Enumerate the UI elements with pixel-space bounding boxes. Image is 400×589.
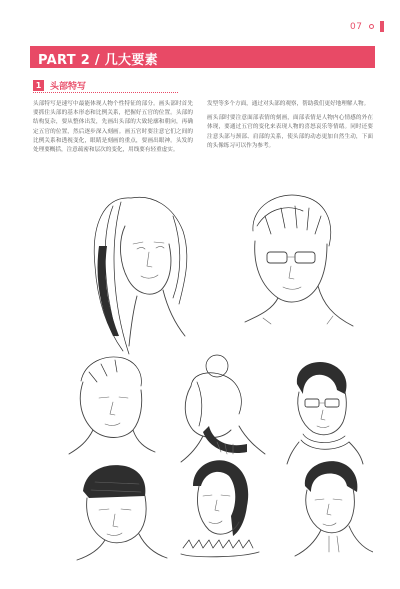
page-number: 07	[350, 22, 363, 32]
portrait-sketch	[94, 197, 187, 354]
section-number-badge: 1	[33, 80, 44, 91]
portrait-sketch	[295, 461, 373, 556]
body-paragraph: 画头部时要注意面部表情的刻画，面部表情是人物内心情感的外在体现，要通过五官的变化来表现人物的喜怒哀乐等情绪。同时还要注意头部与颈部、肩部的关系，使头部的动态更加自然生动，下面的头像练习可以作为参考。	[207, 115, 373, 149]
chapter-title: PART 2 / 几大要素	[38, 53, 158, 68]
chapter-title-bar	[30, 46, 375, 68]
page-edge-tab	[380, 21, 384, 32]
portrait-sketch	[181, 355, 265, 462]
portrait-sketch	[287, 362, 363, 464]
portrait-sketch	[181, 460, 259, 557]
body-text-left: 头部特写是速写中最能体现人物个性特征的部分。画头部时首先要抓住头部的基本形态和比例关系，把握好五官的位置。头部的结构复杂，要从整体出发，先画出头部的大致轮廓和朝向，再确定五官的位置，然后逐步深入刻画。画五官时要注意它们之间的比例关系和透视变化，眼睛是刻画的重点，要画出眼神。头发的处理要概括，注意疏密和层次的变化，用线要有轻重虚实。	[33, 101, 193, 154]
body-text-right	[207, 100, 373, 151]
body-paragraph: 发型等多个方面，通过对头部的观察，帮助我们更好地理解人物。	[207, 101, 370, 107]
portrait-sketch	[77, 465, 167, 560]
section-divider	[33, 92, 178, 93]
page-marker-icon	[369, 24, 374, 29]
portrait-sketches-illustration	[33, 186, 373, 564]
section-title: 头部特写	[50, 82, 87, 92]
portrait-sketch	[69, 357, 155, 454]
portrait-sketch	[245, 195, 353, 326]
